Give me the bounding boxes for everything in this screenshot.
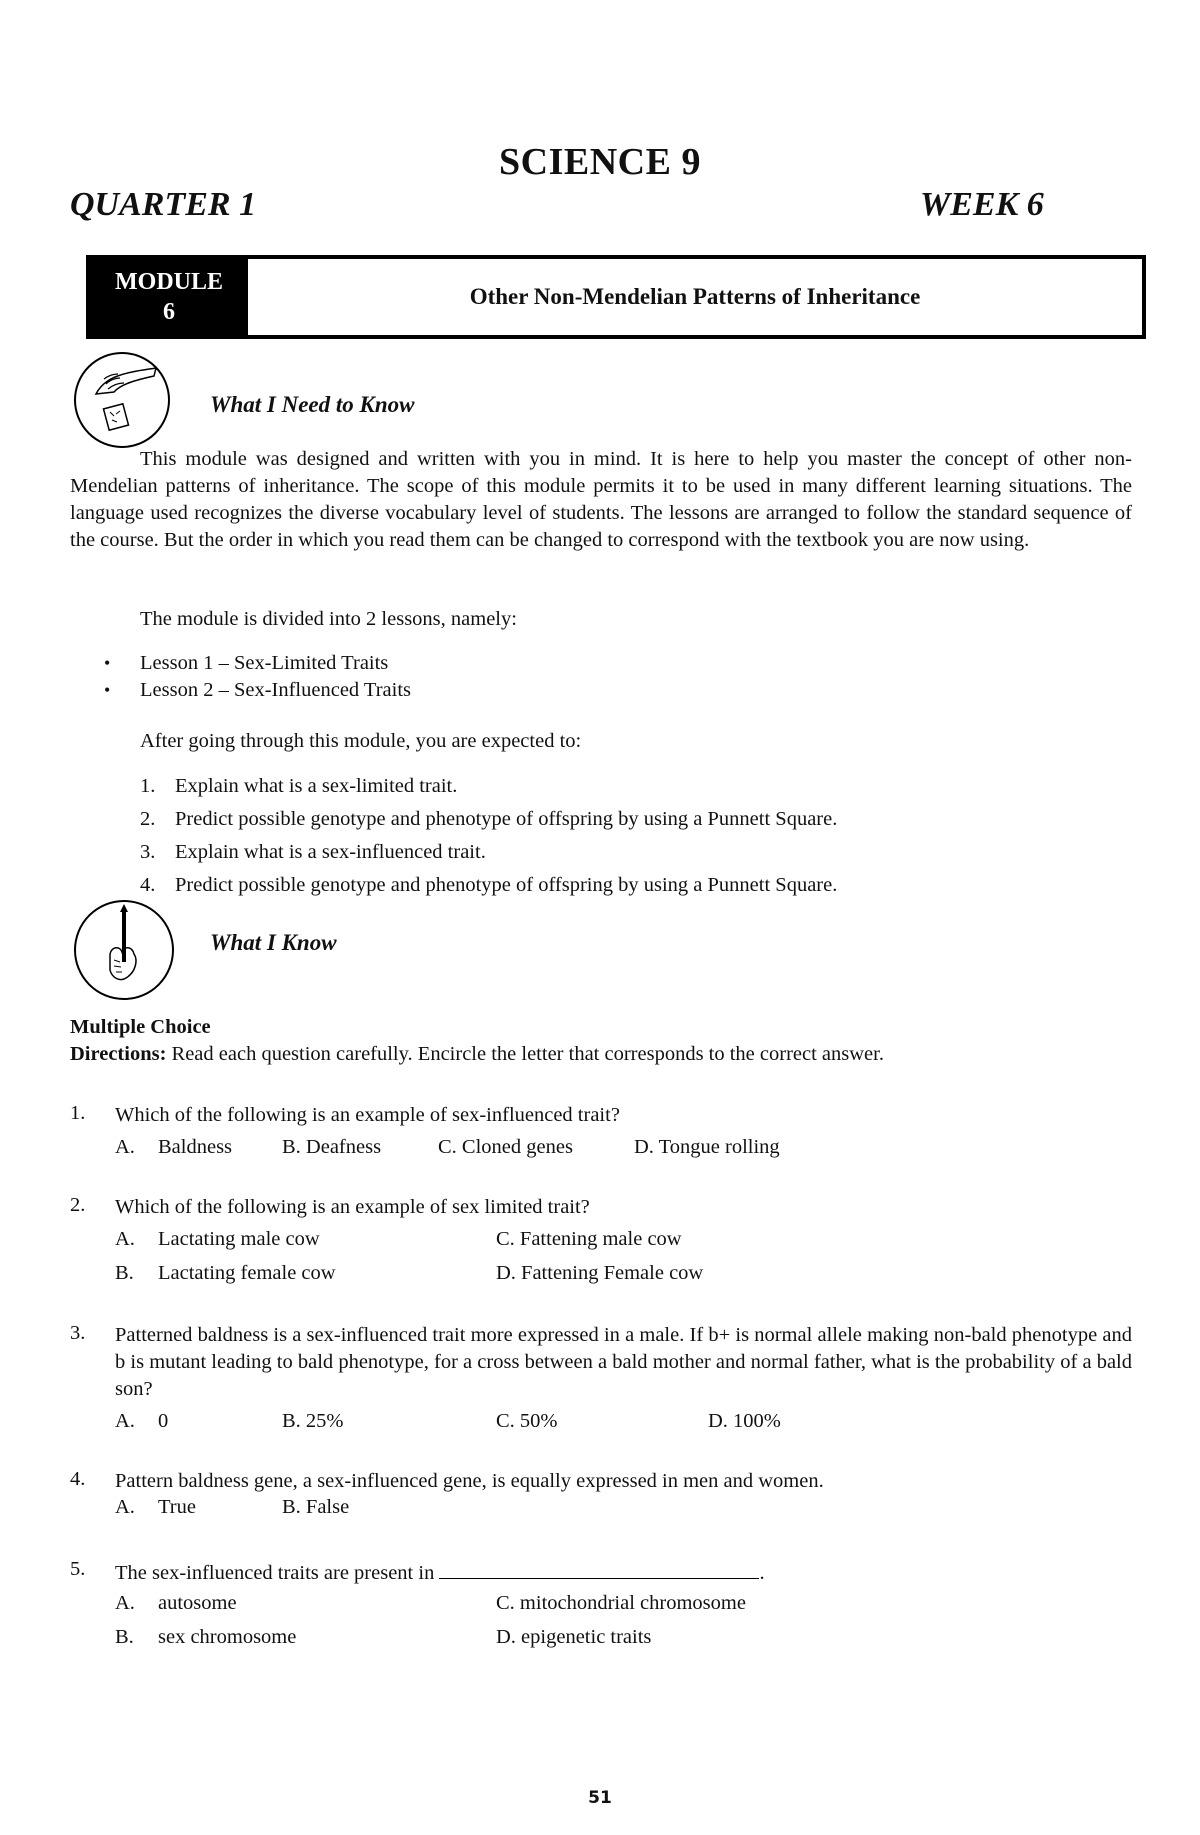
option-text[interactable]: True: [158, 1496, 196, 1518]
question-4-text: Pattern baldness gene, a sex-influenced gene, is equally expressed in men and women.: [115, 1470, 824, 1492]
module-title: Other Non-Mendelian Patterns of Inheritance: [469, 284, 921, 309]
directions: [70, 1041, 884, 1068]
objective-2: Predict possible genotype and phenotype of offspring by using a Punnett Square.: [175, 808, 838, 830]
quiz-type: Multiple Choice: [70, 1016, 211, 1038]
directions-text: Read each question carefully. Encircle the letter that corresponds to the correct answer.: [171, 1043, 884, 1065]
question-1-text: Which of the following is an example of sex-influenced trait?: [115, 1104, 620, 1126]
question-number: 5.: [70, 1558, 86, 1580]
lesson-2: Lesson 2 – Sex-Influenced Traits: [140, 679, 412, 701]
question-3-text: Patterned baldness is a sex-influenced trait more expressed in a male. If b+ is normal allele making non-bald phenotype and b is mutant leading to bald phenotype, for a cross between a bald mother and normal father, what is the probability of a bald son?: [115, 1324, 1132, 1400]
hand-pencil-icon: [74, 900, 174, 1000]
objective-3: Explain what is a sex-influenced trait.: [175, 841, 486, 863]
question-number: 3.: [70, 1322, 86, 1344]
question-5-text: The sex-influenced traits are present in: [115, 1562, 435, 1584]
option-letter[interactable]: A.: [115, 1410, 135, 1432]
option-text[interactable]: B. Deafness: [282, 1136, 382, 1158]
objective-1: Explain what is a sex-limited trait.: [175, 775, 458, 797]
question-2-text: Which of the following is an example of sex limited trait?: [115, 1196, 590, 1218]
quarter-label: QUARTER 1: [70, 186, 257, 223]
option-letter[interactable]: B.: [115, 1626, 134, 1648]
page-number: 51: [588, 1788, 612, 1808]
question-number: 1.: [70, 1102, 86, 1124]
option-letter[interactable]: A.: [115, 1136, 135, 1158]
option-text[interactable]: B. 25%: [282, 1410, 344, 1432]
option-text[interactable]: C. Fattening male cow: [496, 1228, 682, 1250]
answer-blank[interactable]: [439, 1558, 759, 1579]
option-text[interactable]: C. mitochondrial chromosome: [496, 1592, 746, 1614]
option-text[interactable]: C. 50%: [496, 1410, 558, 1432]
module-label-text: MODULE: [115, 269, 223, 295]
intro-paragraph: This module was designed and written with you in mind. It is here to help you master the concept of other non-Mendelian patterns of inheritance. The scope of this module permits it to be used in many different learning situations. The language used recognizes the diverse vocabulary level of students. The lessons are arranged to follow the standard sequence of the course. But the order in which you read them can be changed to correspond with the textbook you are now using.: [70, 448, 1132, 551]
question-5-line: [115, 1558, 765, 1587]
option-text[interactable]: C. Cloned genes: [438, 1136, 573, 1158]
section-heading-what-i-know: What I Know: [210, 930, 337, 955]
option-text[interactable]: Baldness: [158, 1136, 233, 1158]
objective-number: 1.: [140, 775, 156, 797]
option-letter[interactable]: A.: [115, 1592, 135, 1614]
directions-label: Directions:: [70, 1043, 167, 1065]
question-5-period: .: [759, 1562, 765, 1584]
objective-4: Predict possible genotype and phenotype of offspring by using a Punnett Square.: [175, 874, 838, 896]
subject-title: SCIENCE 9: [499, 141, 701, 183]
module-number: 6: [163, 299, 175, 325]
lesson-1: Lesson 1 – Sex-Limited Traits: [140, 652, 389, 674]
objective-number: 4.: [140, 874, 156, 896]
option-letter[interactable]: B.: [115, 1262, 134, 1284]
option-text[interactable]: D. Tongue rolling: [634, 1136, 780, 1158]
option-text[interactable]: D. 100%: [708, 1410, 781, 1432]
option-text[interactable]: autosome: [158, 1592, 237, 1614]
objective-number: 2.: [140, 808, 156, 830]
objective-number: 3.: [140, 841, 156, 863]
lesson-list-item: [104, 677, 110, 704]
question-number: 4.: [70, 1468, 86, 1490]
option-text[interactable]: sex chromosome: [158, 1626, 297, 1648]
objectives-intro: After going through this module, you are expected to:: [140, 730, 582, 752]
option-letter[interactable]: A.: [115, 1228, 135, 1250]
option-text[interactable]: 0: [158, 1410, 169, 1432]
section-heading-need-to-know: What I Need to Know: [210, 392, 415, 417]
option-text[interactable]: Lactating female cow: [158, 1262, 336, 1284]
option-text[interactable]: B. False: [282, 1496, 350, 1518]
option-text[interactable]: D. epigenetic traits: [496, 1626, 652, 1648]
hand-holding-icon: [74, 352, 170, 448]
bullet-icon: •: [104, 653, 111, 673]
week-label: WEEK 6: [920, 186, 1044, 223]
option-text[interactable]: Lactating male cow: [158, 1228, 320, 1250]
question-number: 2.: [70, 1194, 86, 1216]
bullet-icon: •: [104, 680, 111, 700]
lessons-intro: The module is divided into 2 lessons, namely:: [140, 608, 517, 630]
module-banner: [86, 255, 1146, 339]
option-text[interactable]: D. Fattening Female cow: [496, 1262, 704, 1284]
option-letter[interactable]: A.: [115, 1496, 135, 1518]
lesson-list-item: [104, 650, 110, 677]
module-number-badge: [90, 259, 248, 335]
